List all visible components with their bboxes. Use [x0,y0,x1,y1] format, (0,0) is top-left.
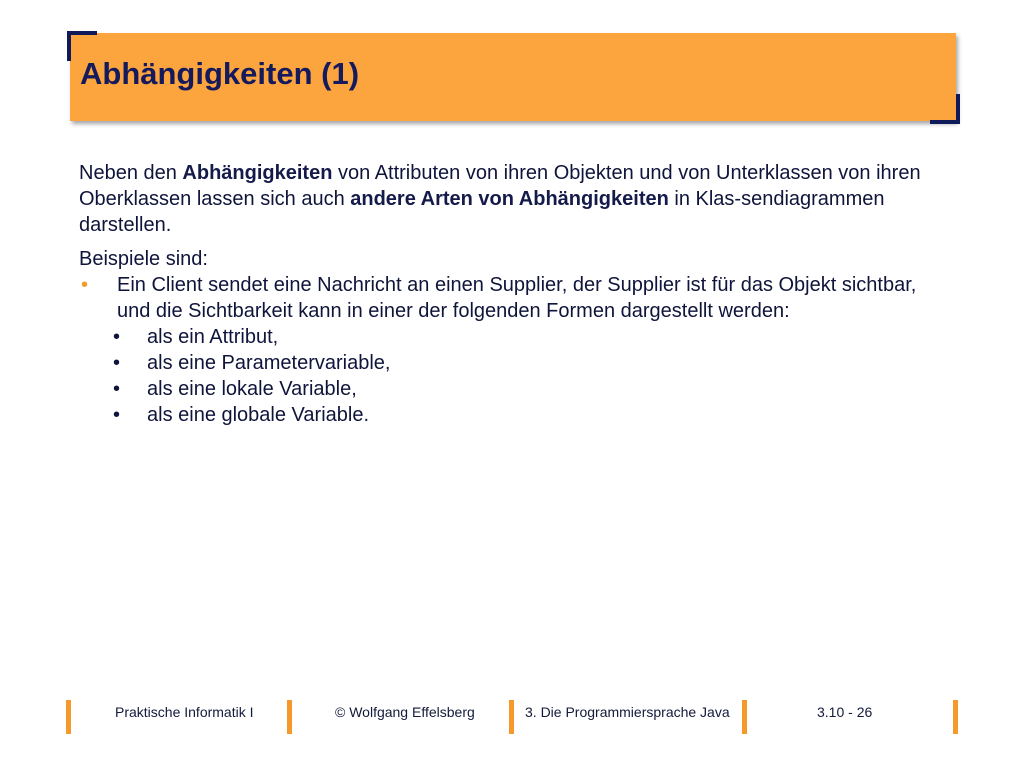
footer [0,700,1024,736]
sub-bullet-icon: • [113,326,121,348]
sub-item-text: als ein Attribut, [147,326,279,348]
sub-list [79,324,949,428]
examples-label: Beispiele sind: [79,248,208,270]
page-title: Abhängigkeiten (1) [80,56,360,91]
sub-bullet-icon: • [113,352,121,374]
footer-chapter: 3. Die Programmiersprache Java [525,704,730,720]
sub-item [79,350,949,376]
sub-item [79,402,949,428]
sub-item-text: als eine globale Variable. [147,404,370,426]
sub-item [79,376,949,402]
footer-author: © Wolfgang Effelsberg [335,704,475,720]
footer-course: Praktische Informatik I [115,704,254,720]
intro-text-3: in Klas-sendiagrammen darstellen. [79,188,885,236]
intro-bold-1: Abhängigkeiten [182,162,333,184]
intro-text-2: von Attributen von ihren Objekten und von Unterklassen von ihren Oberklassen lassen sich auch [79,162,921,210]
slide-content [79,160,949,428]
intro-text-1: Neben den [79,162,183,184]
footer-page-number: 3.10 - 26 [817,704,873,720]
bullet-dot-icon: • [81,274,89,296]
sub-bullet-icon: • [113,404,121,426]
bullet-text: Ein Client sendet eine Nachricht an einen Supplier, der Supplier ist für das Objekt sichtbar, und die Sichtbarkeit kann in einer der folgenden Formen dargestellt werden: [117,274,917,322]
footer-divider [66,700,71,734]
intro-paragraph [79,160,949,238]
bullet-item [79,272,949,324]
sub-item-text: als eine Parametervariable, [147,352,391,374]
footer-divider [287,700,292,734]
intro-bold-2: andere Arten von Abhängigkeiten [350,188,669,210]
sub-item-text: als eine lokale Variable, [147,378,357,400]
sub-bullet-icon: • [113,378,121,400]
sub-item [79,324,949,350]
title-corner-bottom-right [930,94,960,124]
footer-divider [742,700,747,734]
footer-divider [953,700,958,734]
footer-divider [509,700,514,734]
